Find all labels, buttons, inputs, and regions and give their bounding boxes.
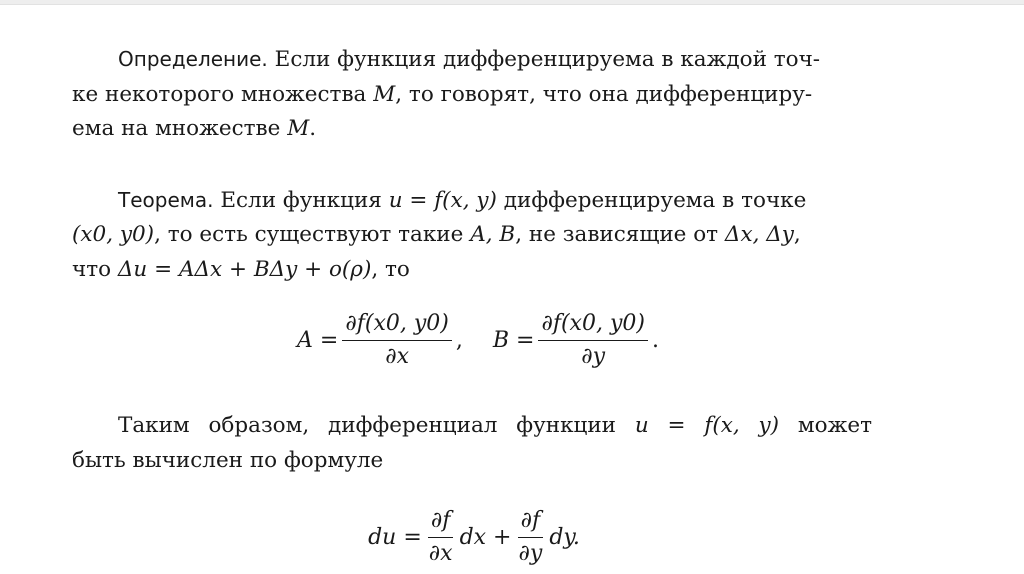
dy-term: dy. (549, 524, 580, 550)
theorem-paragraph (72, 183, 872, 288)
definition-text-3b: . (309, 116, 317, 141)
point-formula: (x0, y0) (72, 222, 155, 247)
fy-fraction (516, 508, 546, 567)
definition-text-2a: ке некоторого множества (72, 81, 367, 107)
top-border (0, 0, 1024, 5)
conclusion-line-1 (72, 409, 872, 444)
theorem-heading: Теорема. (118, 187, 214, 212)
conclusion-line-2: быть вычислен по формуле (72, 447, 384, 473)
definition-paragraph (72, 42, 872, 147)
fy-denominator: ∂y (518, 540, 543, 566)
b-numerator: ∂f(x0, y0) (538, 311, 648, 341)
theorem-line-2 (72, 218, 872, 253)
b-label: B = (492, 327, 535, 353)
fx-numerator: ∂f (428, 508, 454, 538)
definition-line-2 (72, 78, 872, 113)
increments: Δx, Δy (724, 222, 794, 247)
theorem-text-3b: , то (371, 256, 410, 282)
conclusion-function-formula: u = f(x, y) (634, 413, 780, 438)
b-fraction (538, 311, 648, 370)
partial-derivatives-equation (72, 299, 872, 381)
fx-fraction (426, 508, 456, 567)
theorem-line-3 (72, 253, 872, 288)
a-denominator: ∂x (385, 343, 409, 369)
slide-content (72, 38, 872, 574)
theorem-text-2a: , то есть существуют такие (154, 222, 464, 247)
b-denominator: ∂y (581, 343, 606, 369)
definition-text-1: Если функция дифференцируема в каждой точ- (274, 47, 821, 72)
conclusion-text-1a: Таким образом, дифференциал функции (118, 413, 616, 438)
a-label: A = (297, 327, 339, 353)
a-fraction (342, 311, 452, 370)
definition-line-3 (72, 112, 872, 147)
definition-text-3a: ема на множестве (72, 116, 281, 141)
definition-line-1 (72, 42, 872, 78)
fx-denominator: ∂x (428, 540, 453, 566)
function-formula: u = f(x, y) (388, 187, 497, 213)
definition-text-2b: , то говорят, что она дифференциру- (395, 81, 813, 107)
definition-heading: Определение. (118, 47, 268, 71)
coefficients: A, B (470, 222, 516, 247)
equation-separator: , (455, 327, 463, 353)
theorem-text-2b: , не зависящие от (515, 222, 719, 247)
conclusion-paragraph (72, 409, 872, 478)
theorem-text-1b: дифференцируема в точке (503, 187, 807, 213)
theorem-text-1a: Если функция (220, 187, 382, 213)
theorem-text-3a: что (72, 256, 112, 282)
dx-term: dx + (459, 524, 512, 550)
fy-numerator: ∂f (518, 508, 544, 538)
set-symbol-m-2: M (287, 116, 310, 141)
set-symbol-m: M (373, 81, 396, 107)
a-numerator: ∂f(x0, y0) (342, 311, 452, 341)
increment-formula: Δu = AΔx + BΔy + o(ρ) (117, 256, 372, 282)
theorem-line-1 (72, 183, 872, 219)
du-label: du = (368, 524, 422, 550)
equation-end: . (651, 327, 659, 353)
theorem-text-2c: , (793, 222, 801, 247)
differential-equation (72, 496, 872, 574)
conclusion-text-1b: может (797, 413, 872, 438)
